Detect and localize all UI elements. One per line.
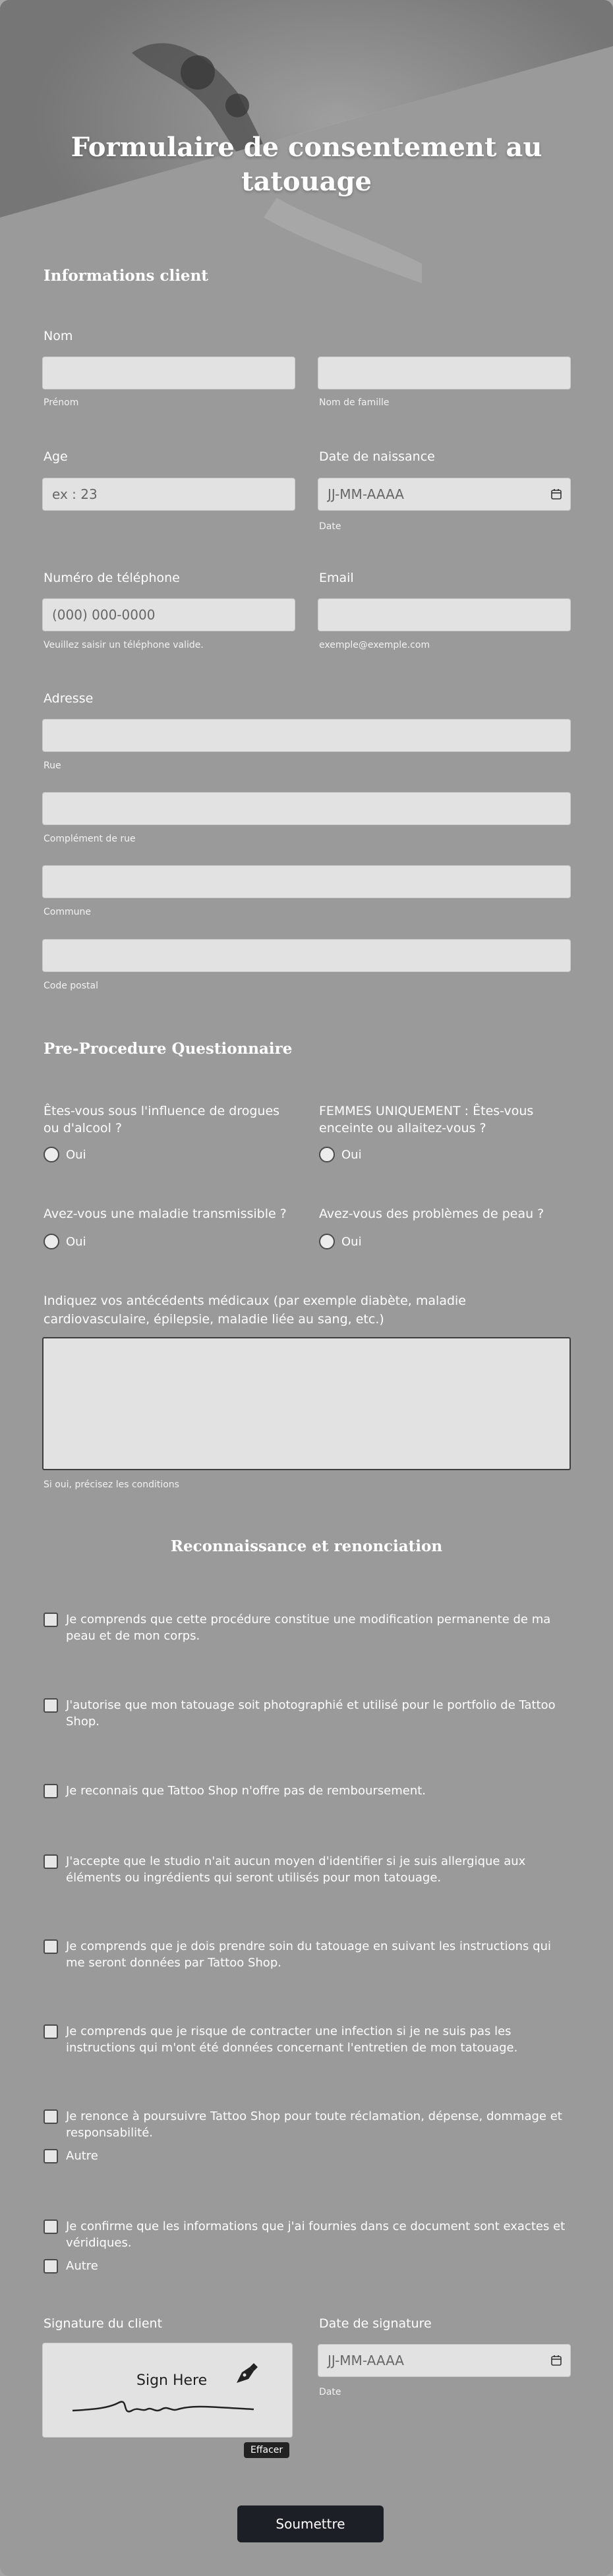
dob-label: Date de naissance [319,449,435,464]
checkbox[interactable] [44,2219,58,2234]
waiver-other[interactable] [44,2148,571,2164]
other-label: Autre [66,2259,98,2273]
waiver-text: Je comprends que je risque de contracter une infection si je ne suis pas les instructions qui m'ont été données concernant l'entretien de mon tatouage. [66,2024,518,2055]
phone-input[interactable]: (000) 000-0000 [42,598,295,631]
last-name-sublabel: Nom de famille [319,397,390,408]
signature-date-placeholder: JJ-MM-AAAA [328,2353,404,2368]
medical-history-sublabel: Si oui, précisez les conditions [44,1479,179,1490]
waiver-other[interactable] [44,2258,571,2274]
medical-history-textarea[interactable] [42,1337,571,1470]
radio-button[interactable] [44,1147,59,1162]
question-skin-label: Avez-vous des problèmes de peau ? [319,1207,544,1221]
last-name-input[interactable] [318,357,571,389]
pen-nib-icon [231,2359,260,2388]
street2-input[interactable] [42,792,571,825]
name-label: Nom [44,329,73,343]
city-input[interactable] [42,865,571,898]
waiver-text: J'accepte que le studio n'ait aucun moyen d'identifier si je suis allergique aux éléments ou ingrédients qui seront utilisés pour mon tatouage. [66,1854,526,1885]
waiver-item[interactable] [44,1611,571,1644]
calendar-icon[interactable] [550,2355,562,2366]
calendar-icon[interactable] [550,488,562,500]
first-name-input[interactable] [42,357,295,389]
checkbox[interactable] [44,2024,58,2039]
signature-date-input[interactable] [318,2344,571,2377]
radio-button[interactable] [319,1234,335,1249]
phone-label: Numéro de téléphone [44,571,180,585]
waiver-text: Je renonce à poursuivre Tattoo Shop pour toute réclamation, dépense, dommage et responsabilité. [66,2109,562,2140]
waiver-item[interactable] [44,2218,571,2251]
email-sublabel: exemple@exemple.com [319,640,430,650]
radio-label: Oui [66,1234,86,1249]
question-pregnant-label: FEMMES UNIQUEMENT : Êtes-vous enceinte ou allaitez-vous ? [319,1104,534,1135]
street-sublabel: Rue [44,760,61,771]
radio-button[interactable] [319,1147,335,1162]
waiver-item[interactable] [44,2108,571,2141]
waiver-item[interactable] [44,1853,571,1886]
signature-scribble-icon [69,2390,267,2422]
waiver-text: Je comprends que cette procédure constitue une modification permanente de ma peau et de mon corps. [66,1613,551,1643]
age-input[interactable]: ex : 23 [42,478,295,511]
question-skin-yes[interactable] [319,1234,362,1249]
sign-here-text: Sign Here [136,2372,208,2389]
waiver-item[interactable] [44,2023,571,2056]
radio-label: Oui [341,1234,362,1249]
first-name-sublabel: Prénom [44,397,79,408]
email-label: Email [319,571,354,585]
radio-button[interactable] [44,1234,59,1249]
checkbox[interactable] [44,1784,58,1798]
other-label: Autre [66,2149,98,2163]
dob-input[interactable] [318,478,571,511]
question-pregnant-yes[interactable] [319,1147,362,1162]
radio-label: Oui [66,1147,86,1162]
submit-button[interactable]: Soumettre [237,2505,384,2542]
radio-label: Oui [341,1147,362,1162]
dob-sublabel: Date [319,521,341,532]
zip-input[interactable] [42,939,571,972]
checkbox[interactable] [44,2259,58,2274]
dob-placeholder: JJ-MM-AAAA [328,486,404,502]
waiver-item[interactable] [44,1783,571,1799]
clear-signature-button[interactable]: Effacer [244,2442,289,2458]
form-title: Formulaire de consentement au tatouage [71,132,542,197]
signature-pad[interactable] [42,2343,293,2438]
question-disease-yes[interactable] [44,1234,86,1249]
address-label: Adresse [44,691,94,706]
waiver-text: Je reconnais que Tattoo Shop n'offre pas de remboursement. [66,1784,426,1798]
age-label: Age [44,449,68,464]
waiver-section-title: Reconnaissance et renonciation [170,1537,443,1555]
checkbox[interactable] [44,2109,58,2124]
waiver-item[interactable] [44,1938,571,1971]
questionnaire-section-title: Pre-Procedure Questionnaire [44,1040,293,1058]
signature-date-label: Date de signature [319,2316,432,2331]
checkbox[interactable] [44,1613,58,1627]
city-sublabel: Commune [44,907,91,917]
checkbox[interactable] [44,1854,58,1869]
checkbox[interactable] [44,2149,58,2163]
street2-sublabel: Complément de rue [44,834,136,844]
waiver-text: J'autorise que mon tatouage soit photographié et utilisé pour le portfolio de Tattoo Shop. [66,1698,556,1729]
medical-history-label: Indiquez vos antécédents médicaux (par exemple diabète, maladie cardiovasculaire, épilepsie, maladie liée au sang, etc.) [44,1294,466,1327]
question-drugs-yes[interactable] [44,1147,86,1162]
email-input[interactable] [318,598,571,631]
signature-date-sublabel: Date [319,2387,341,2397]
waiver-text: Je confirme que les informations que j'ai fournies dans ce document sont exactes et véridiques. [66,2219,566,2250]
checkbox[interactable] [44,1939,58,1954]
street-input[interactable] [42,719,571,752]
zip-sublabel: Code postal [44,981,98,991]
question-disease-label: Avez-vous une maladie transmissible ? [44,1207,287,1221]
waiver-text: Je comprends que je dois prendre soin du tatouage en suivant les instructions qui me seront données par Tattoo Shop. [66,1939,551,1970]
checkbox[interactable] [44,1698,58,1713]
question-drugs-label: Êtes-vous sous l'influence de drogues ou d'alcool ? [44,1104,280,1135]
waiver-item[interactable] [44,1697,571,1730]
signature-label: Signature du client [44,2316,163,2331]
phone-sublabel: Veuillez saisir un téléphone valide. [44,640,204,650]
form-header [0,0,613,343]
client-section-title: Informations client [44,267,208,285]
